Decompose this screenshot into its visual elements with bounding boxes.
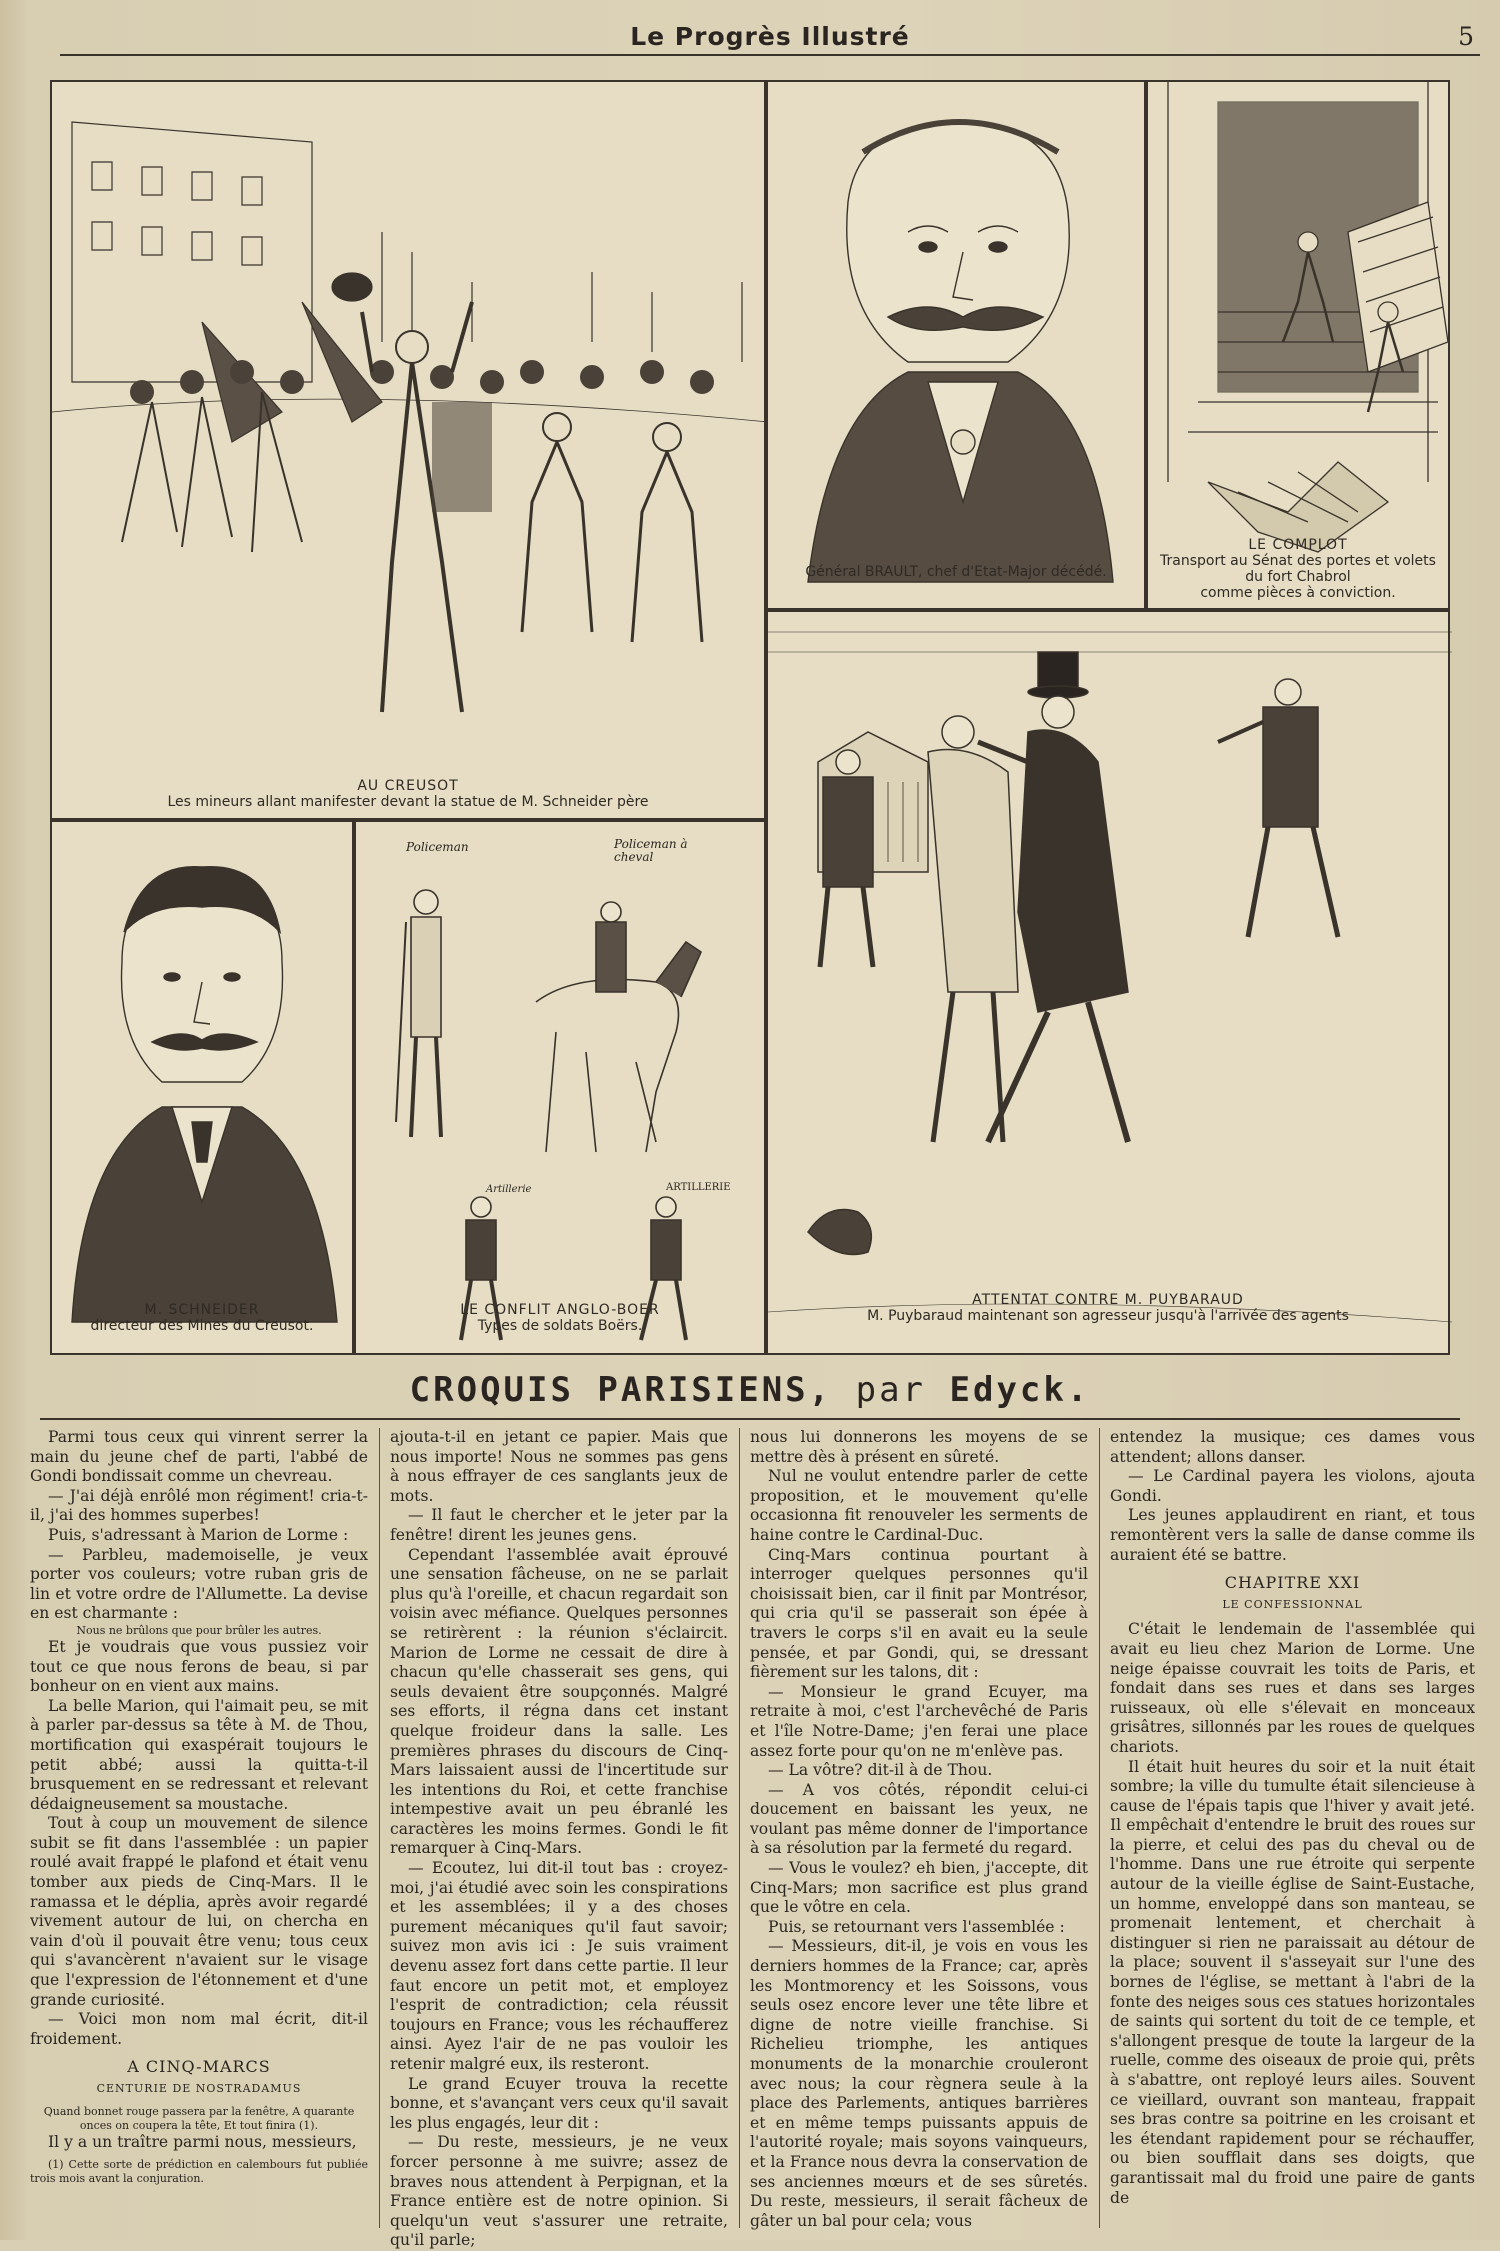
paragraph: Puis, se retournant vers l'assemblée : xyxy=(768,1917,1065,1936)
complot-caption-line-3: comme pièces à conviction. xyxy=(1200,585,1396,601)
paragraph: — Monsieur le grand Ecuyer, ma retraite à moi, c'est l'archevêché de Paris et l'île Notre-Dame; j'en ferai une place assez forte pour qu'on ne m'enlève pas. xyxy=(750,1682,1088,1760)
illustration-plates xyxy=(50,80,1450,1355)
paragraph: — La vôtre? dit-il à de Thou. xyxy=(768,1761,993,1780)
paragraph: Le grand Ecuyer trouva la recette bonne, et s'avançant vers ceux qu'il savait les plus engagés, leur dit : xyxy=(390,2074,728,2132)
complot-engraving xyxy=(1148,82,1452,612)
column-2 xyxy=(390,1428,728,2250)
section-title-author: Edyck. xyxy=(949,1370,1091,1410)
paragraph: C'était le lendemain de l'assemblée qui avait eu lieu chez Marion de Lorme. Une neige épaisse couvrait les toits de Paris, et fondait dans ses rues et dans ses larges ruisseaux, où elle s'élevait en monceaux grisâtres, sillonnés par les roues de quelques chariots. xyxy=(1110,1620,1475,1756)
paragraph: — Parbleu, mademoiselle, je veux porter vos couleurs; votre ruban gris de lin et votre ordre de l'Allumette. La devise en est charmante : xyxy=(30,1545,368,1623)
paragraph: La belle Marion, qui l'aimait peu, se mit à parler par-dessus sa tête à M. de Thou, mortification qui exaspérait toujours le petit abbé; aussi la quitta-t-il brusquement en se redressant et relevant dédaigneusement sa moustache. xyxy=(30,1696,368,1813)
paragraph: — Le Cardinal payera les violons, ajouta Gondi. xyxy=(1110,1467,1475,1505)
plate-conflit-anglo-boer xyxy=(354,820,766,1355)
plate-m-schneider xyxy=(50,820,354,1355)
creusot-caption-text: Les mineurs allant manifester devant la statue de M. Schneider père xyxy=(167,794,649,810)
creusot-caption-title: AU CREUSOT xyxy=(357,778,459,794)
paragraph: — Du reste, messieurs, je ne veux forcer personne à me suivre; assez de braves nous attendent à Perpignan, et la France entière est de notre opinion. Si quelqu'un veut s'assurer une retraite, qu'il parle; xyxy=(390,2133,728,2250)
column-1 xyxy=(30,1428,368,2228)
column-divider xyxy=(379,1428,380,2228)
label-artillerie: Artillerie xyxy=(486,1184,532,1195)
attentat-engraving xyxy=(768,612,1452,1357)
anglo-boer-caption-title: LE CONFLIT ANGLO-BOER xyxy=(460,1302,660,1318)
verse-title: A CINQ-MARCS xyxy=(127,2057,271,2077)
verse-subtitle: CENTURIE DE NOSTRADAMUS xyxy=(96,2082,302,2095)
column-4 xyxy=(1110,1428,1475,2228)
footnote: (1) Cette sorte de prédiction en calembours fut publiée trois mois avant la conjuration. xyxy=(30,2158,368,2186)
section-rule xyxy=(40,1418,1460,1420)
plate-le-complot xyxy=(1146,80,1450,610)
page-header xyxy=(60,14,1480,56)
plate-attentat-puybaraud xyxy=(766,610,1450,1355)
label-policeman-a-cheval: Policeman à cheval xyxy=(614,837,688,864)
section-title-by: par xyxy=(855,1370,927,1410)
paragraph: Cinq-Mars continua pourtant à interroger quelques personnes qu'il choisissait bien, car il finit par Montrésor, qui cria qu'il se passerait son épée à travers le corps s'il en avait eu la seule pensée, et par Gondi, qui, se dressant fièrement sur les talons, dit : xyxy=(750,1545,1088,1682)
creusot-caption xyxy=(52,778,764,810)
paragraph: Parmi tous ceux qui vinrent serrer la main du jeune chef de parti, l'abbé de Gondi bondissait comme un chevreau. xyxy=(30,1428,368,1486)
brault-portrait xyxy=(768,82,1148,612)
paragraph: Tout à coup un mouvement de silence subit se fit dans l'assemblée : un papier roulé avait frappé le plafond et était venu tomber aux pieds de Cinq-Mars. Il le ramassa et le déplia, après avoir regardé vivement autour de lui, on chercha en vain d'où il pouvait être venu; tous ceux qui s'avancèrent n'avaient sur le visage que l'expression de l'étonnement et d'une grande curiosité. xyxy=(30,1814,368,2009)
chapter-subtitle: LE CONFESSIONNAL xyxy=(1222,1597,1363,1611)
complot-caption-title: LE COMPLOT xyxy=(1248,537,1348,553)
paragraph: — Voici mon nom mal écrit, dit-il froidement. xyxy=(30,2010,368,2048)
anglo-boer-caption xyxy=(356,1302,764,1334)
column-3 xyxy=(750,1428,1088,2228)
complot-caption xyxy=(1148,537,1448,601)
text-columns xyxy=(30,1428,1475,2250)
attentat-caption xyxy=(768,1292,1448,1324)
schneider-caption xyxy=(52,1302,352,1334)
paragraph: Et je voudrais que vous pussiez voir tout ce que nous ferons de beau, si par bonheur on en vient aux mains. xyxy=(30,1637,368,1696)
schneider-portrait xyxy=(52,822,356,1357)
paragraph: nous lui donnerons les moyens de se mettre dès à présent en sûreté. xyxy=(750,1428,1088,1466)
attentat-caption-text: M. Puybaraud maintenant son agresseur jusqu'à l'arrivée des agents xyxy=(867,1308,1349,1324)
column-divider xyxy=(1099,1428,1100,2228)
paragraph: ajouta-t-il en jetant ce papier. Mais que nous importe! Nous ne sommes pas gens à nous effrayer de ces sanglants jeux de mots. xyxy=(390,1428,728,1505)
attentat-caption-title: ATTENTAT CONTRE M. PUYBARAUD xyxy=(972,1292,1244,1308)
paragraph: — J'ai déjà enrôlé mon régiment! cria-t-il, j'ai des hommes superbes! xyxy=(30,1486,368,1525)
anglo-boer-caption-text: Types de soldats Boërs. xyxy=(477,1318,643,1334)
schneider-caption-title: M. SCHNEIDER xyxy=(144,1302,260,1318)
plate-au-creusot xyxy=(50,80,766,820)
devise: Nous ne brûlons que pour brûler les autres. xyxy=(76,1623,322,1637)
paragraph: — Messieurs, dit-il, je vois en vous les derniers hommes de la France; car, après les Montmorency et les Soissons, vous seuls osez encore lever une tête libre et digne de notre vieille franchise. Si Richelieu triomphe, les antiques monuments de la monarchie crouleront avec nous; la cour règnera seule à la place des Parlements, antiques barrières et en même temps puissants appuis de l'autorité royale; mais soyons vainqueurs, et la France nous devra la conservation de ses anciennes mœurs et de ses sûretés. Du reste, messieurs, il serait fâcheux de gâter un bal pour cela; vous xyxy=(750,1937,1088,2230)
paragraph: Puis, s'adressant à Marion de Lorme : xyxy=(48,1525,349,1544)
section-title-main: CROQUIS PARISIENS, xyxy=(409,1370,833,1410)
plate-general-brault xyxy=(766,80,1146,610)
paragraph: Cependant l'assemblée avait éprouvé une sensation fâcheuse, on ne se parlait plus qu'à l'oreille, et chacun regardait son voisin avec méfiance. Quelques personnes se retirèrent : la réunion s'éclaircit. Marion de Lorme ne cessait de dire à chacun qu'elle chasserait ses gens, qui seuls devaient être soupçonnés. Malgré ses efforts, il régna dans cet instant quelque froideur dans la salle. Les premières phrases du discours de Cinq-Mars laissaient aussi de l'incertitude sur les intentions du Roi, et cette franchise intempestive avait un peu ébranlé les caractères les moins fermes. Gondi le fit remarquer à Cinq-Mars. xyxy=(390,1545,728,1858)
brault-caption: Général BRAULT, chef d'Etat-Major décédé. xyxy=(805,564,1107,580)
newspaper-title: Le Progrès Illustré xyxy=(630,22,910,51)
label-policeman: Policeman xyxy=(406,840,469,854)
page-number: 5 xyxy=(1458,22,1474,51)
complot-caption-line-1: Transport au Sénat des portes et volets xyxy=(1160,553,1436,569)
paragraph: Nul ne voulut entendre parler de cette proposition, et le mouvement qu'elle occasionna fit renouveler les serments de haine contre le Cardinal-Duc. xyxy=(750,1467,1088,1544)
schneider-caption-text: directeur des Mines du Creusot. xyxy=(90,1318,314,1334)
chapter-title: CHAPITRE XXI xyxy=(1224,1573,1361,1593)
paragraph: — Vous le voulez? eh bien, j'accepte, dit Cinq-Mars; mon sacrifice est plus grand que le vôtre en cela. xyxy=(750,1859,1088,1917)
paragraph: entendez la musique; ces dames vous attendent; allons danser. xyxy=(1110,1428,1475,1466)
paragraph: Les jeunes applaudirent en riant, et tous remontèrent vers la salle de danse comme ils auraient été se battre. xyxy=(1110,1506,1475,1564)
section-title xyxy=(50,1370,1450,1410)
label-artillerie-caps: ARTILLERIE xyxy=(666,1182,731,1193)
paragraph: Il était huit heures du soir et la nuit était sombre; la ville du tumulte était silencieuse à cause de l'épais tapis que l'hiver y avait jeté. Il empêchait d'entendre le bruit des roues sur la pierre, et celui des pas du cheval ou de l'homme. Dans une rue étroite qui serpente autour de la vieille église de Saint-Eustache, un homme, enveloppé dans son manteau, se promenait lentement, et cherchait à distinguer si rien ne paraissait au détour de la place; souvent il s'asseyait sur l'une des bornes de l'église, se mettant à l'abri de la fonte des neiges sous ces statues horizontales de saints qui sortent du toit de ce temple, et s'allongent presque de toute la largeur de la ruelle, comme des oiseaux de proie qui, prêts à s'abattre, ont reployé leurs ailes. Souvent ce vieillard, ouvrant son manteau, frappait ses bras contre sa poitrine en les croisant et les étendant rapidement pour se réchauffer, ou bien soufflait dans ses doigts, que garantissait mal du froid une paire de gants de xyxy=(1110,1757,1475,2207)
paragraph: — Ecoutez, lui dit-il tout bas : croyez-moi, j'ai étudié avec soin les conspirations et les assemblées; il y a des choses purement mécaniques qu'il faut savoir; suivez mon avis ici : Je suis vraiment devenu assez fort dans cette partie. Il leur faut encore un petit mot, et employez l'esprit de contradiction; cela réussit toujours en France; vous les réchaufferez ainsi. Ayez l'air de ne pas vouloir les retenir malgré eux, ils resteront. xyxy=(390,1859,728,2073)
paragraph: Il y a un traître parmi nous, messieurs, xyxy=(48,2132,357,2151)
paragraph: — Il faut le chercher et le jeter par la fenêtre! dirent les jeunes gens. xyxy=(390,1506,728,1544)
verse: Quand bonnet rouge passera par la fenêtre, A quarante onces on coupera la tête, Et tout finira (1). xyxy=(43,2104,355,2132)
paragraph: — A vos côtés, répondit celui-ci doucement en baissant les yeux, ne voulant pas même donner de l'importance à sa résolution par la fermeté du regard. xyxy=(750,1780,1088,1858)
complot-caption-line-2: du fort Chabrol xyxy=(1245,569,1351,585)
column-divider xyxy=(739,1428,740,2228)
anglo-boer-engraving xyxy=(356,822,768,1357)
creusot-engraving xyxy=(52,82,768,822)
